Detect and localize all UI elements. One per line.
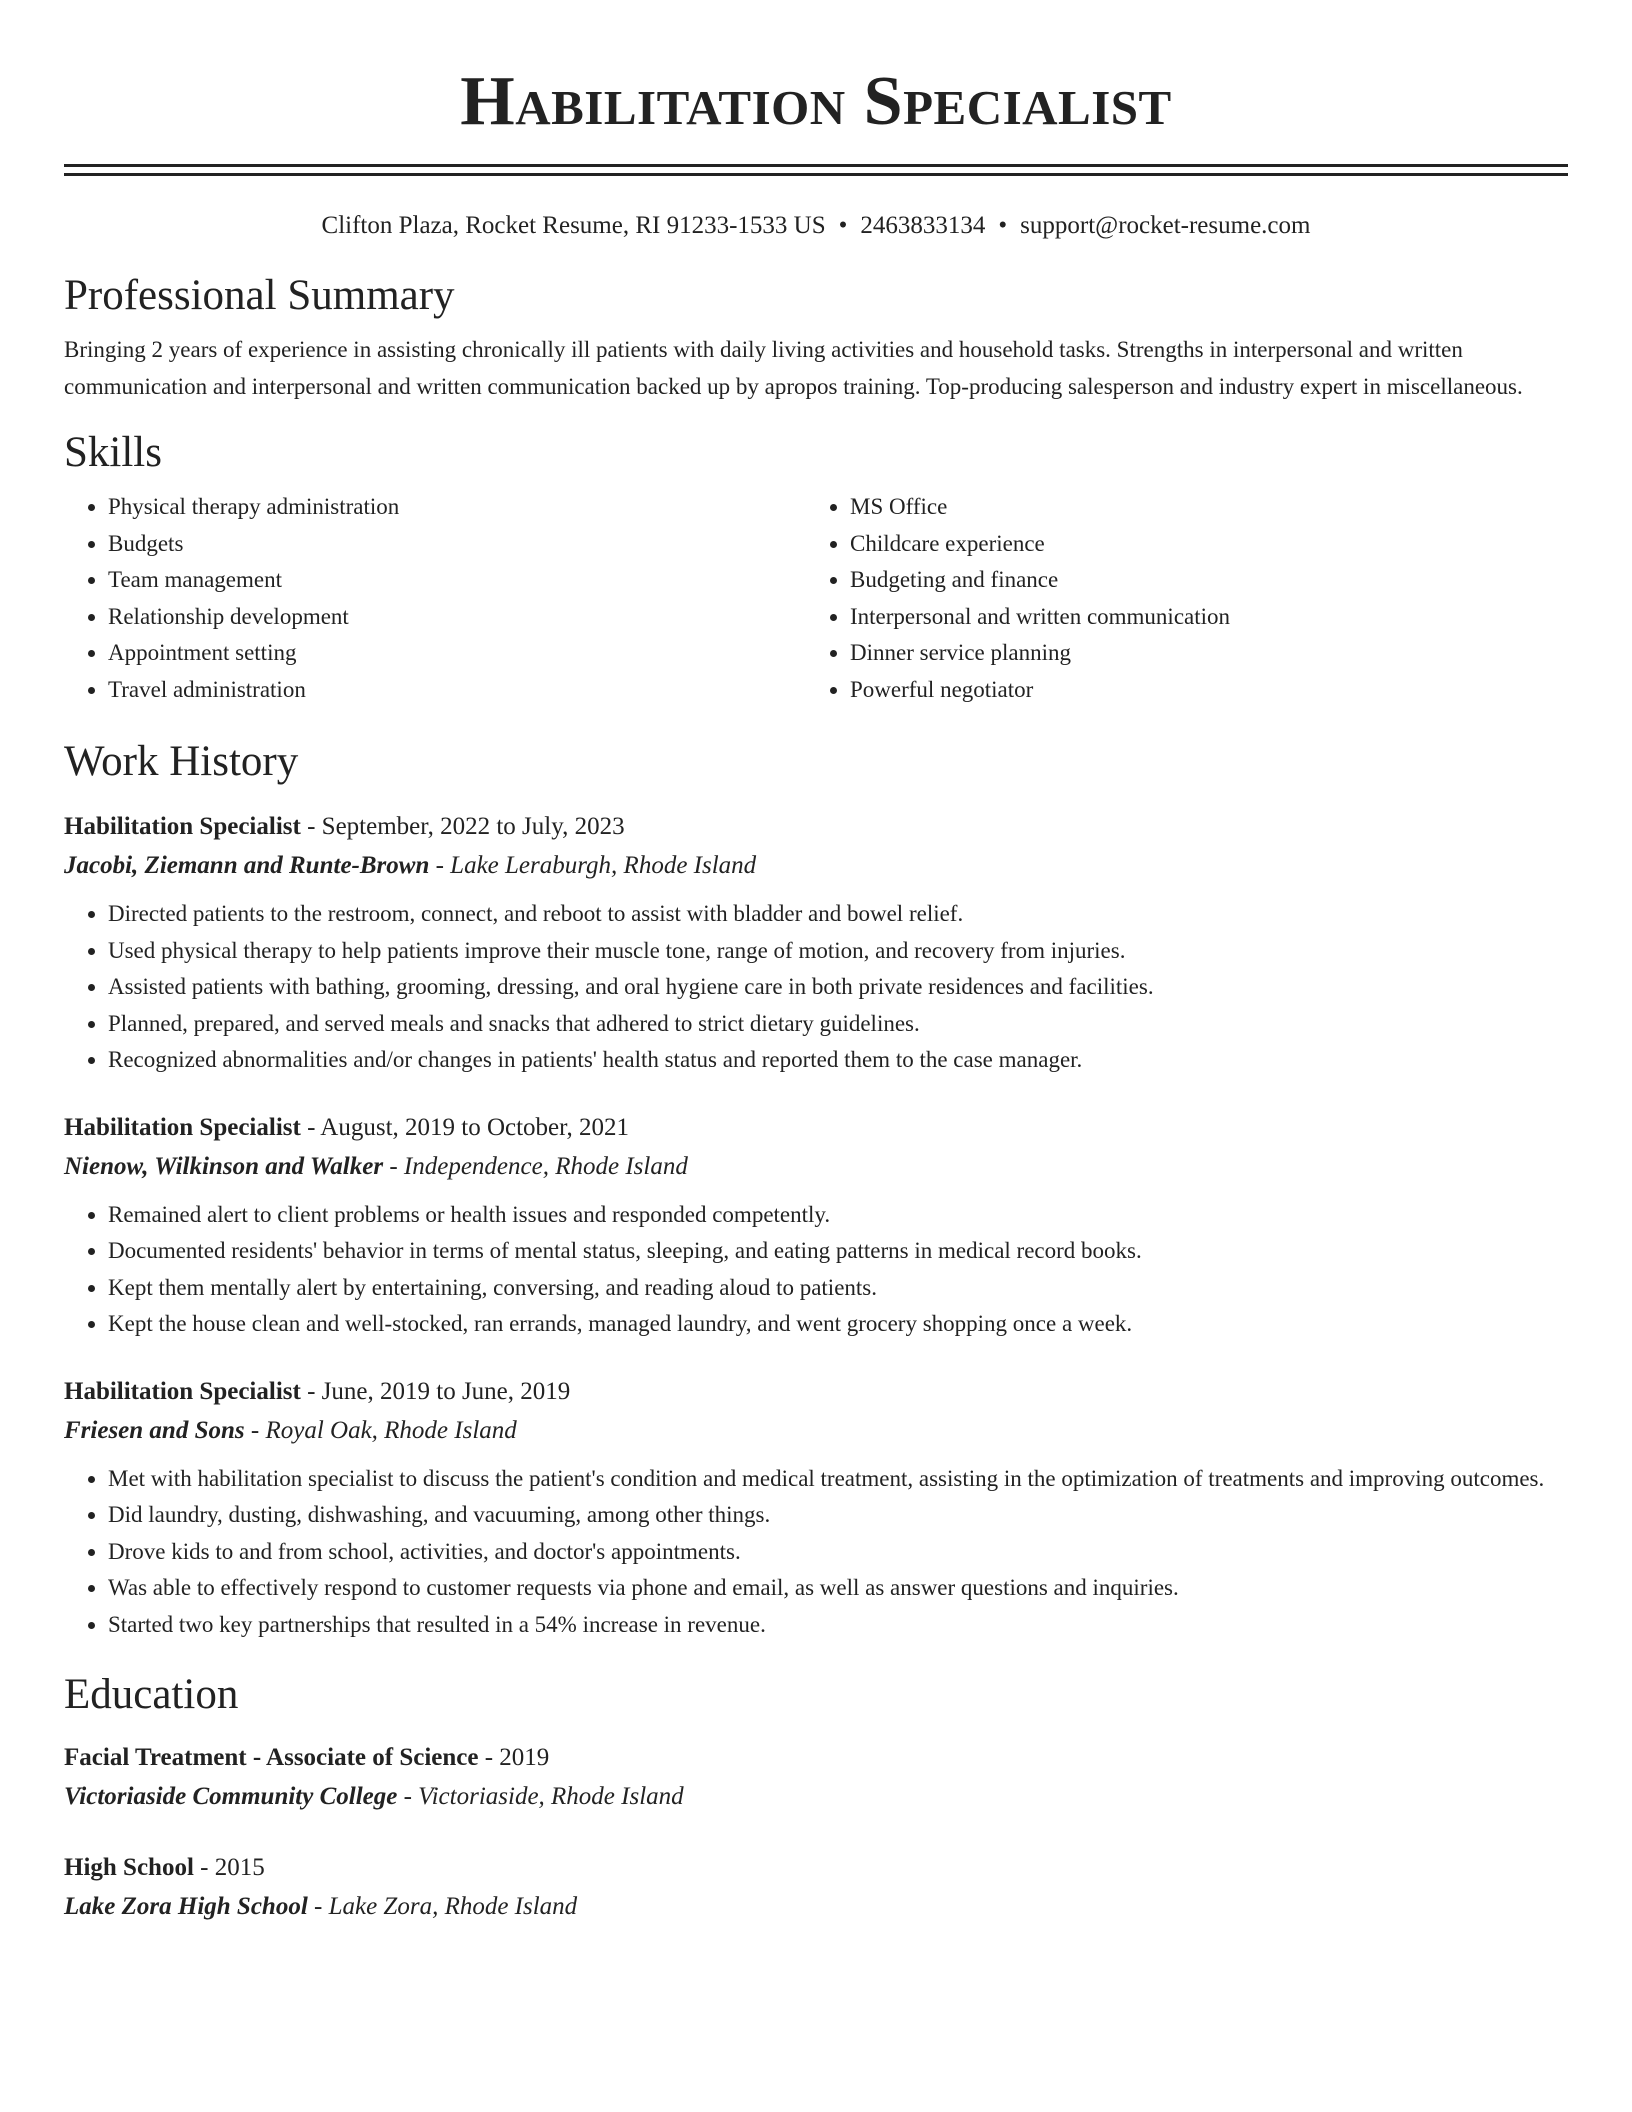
skill-item: • Travel administration <box>108 672 806 709</box>
contact-separator: • <box>998 212 1008 239</box>
skills-grid <box>64 489 1568 708</box>
summary-text: Bringing 2 years of experience in assisting chronically ill patients with daily living activities and household tasks. Strengths in interpersonal and written communication and interpersonal and written communication backed up by apropos training. Top-producing salesperson and industry expert in miscellaneous. <box>64 337 1523 399</box>
job-bullets <box>64 1197 1568 1343</box>
job-bullet: • Was able to effectively respond to customer requests via phone and email, as well as answer questions and inquiries. <box>108 1570 1568 1607</box>
education-school-line <box>64 1777 1568 1817</box>
job-dates: - September, 2022 to July, 2023 <box>300 813 625 840</box>
job-location: - Independence, Rhode Island <box>383 1152 688 1180</box>
job-title-line <box>64 1109 1568 1147</box>
education-heading: Education <box>64 1671 239 1718</box>
job-dates: - June, 2019 to June, 2019 <box>300 1377 571 1405</box>
job-bullets <box>64 896 1568 1079</box>
job-entry <box>64 1109 1568 1343</box>
education-location: - Victoriaside, Rhode Island <box>397 1783 684 1810</box>
job-entry <box>64 1373 1568 1644</box>
education-year: - 2019 <box>478 1744 550 1771</box>
job-company-line <box>64 846 1568 886</box>
skill-item: • Dinner service planning <box>850 635 1548 672</box>
job-bullet: • Planned, prepared, and served meals and snacks that adhered to strict dietary guidelines. <box>108 1006 1568 1043</box>
work-history-heading: Work History <box>64 738 299 785</box>
education-year: - 2015 <box>193 1854 265 1881</box>
contact-email: support@rocket-resume.com <box>1020 212 1311 239</box>
skill-item: • Budgeting and finance <box>850 562 1548 599</box>
skills-column-left <box>64 489 806 708</box>
job-bullets <box>64 1461 1568 1644</box>
skill-item: • Childcare experience <box>850 526 1548 563</box>
skills-column-right <box>806 489 1548 708</box>
skill-item: • Interpersonal and written communication <box>850 599 1548 636</box>
job-bullet: • Kept them mentally alert by entertaining, conversing, and reading aloud to patients. <box>108 1270 1568 1307</box>
candidate-name: Habilitation Specialist <box>460 63 1172 140</box>
job-entry <box>64 808 1568 1079</box>
education-entry <box>64 1849 1568 1927</box>
skill-item: • Appointment setting <box>108 635 806 672</box>
contact-line <box>64 210 1568 242</box>
header-rule-top <box>64 164 1568 167</box>
contact-address: Clifton Plaza, Rocket Resume, RI 91233-1533 US <box>321 212 826 239</box>
job-bullet: • Started two key partnerships that resulted in a 54% increase in revenue. <box>108 1607 1568 1644</box>
summary-heading: Professional Summary <box>64 272 455 319</box>
contact-phone: 2463833134 <box>860 212 986 239</box>
education-degree-line <box>64 1849 1568 1887</box>
skills-heading: Skills <box>64 429 162 476</box>
job-title: Habilitation Specialist <box>64 1113 301 1141</box>
header-rule-bottom <box>64 173 1568 176</box>
job-location: - Royal Oak, Rhode Island <box>244 1416 517 1444</box>
job-company-line <box>64 1411 1568 1451</box>
skill-item: • Team management <box>108 562 806 599</box>
job-location: - Lake Leraburgh, Rhode Island <box>429 852 757 879</box>
education-entry <box>64 1739 1568 1817</box>
skill-item: • Powerful negotiator <box>850 672 1548 709</box>
job-bullet: • Kept the house clean and well-stocked, ran errands, managed laundry, and went grocery shopping once a week. <box>108 1306 1568 1343</box>
job-bullet: • Drove kids to and from school, activities, and doctor's appointments. <box>108 1534 1568 1571</box>
education-location: - Lake Zora, Rhode Island <box>307 1893 578 1920</box>
job-bullet: • Recognized abnormalities and/or changes in patients' health status and reported them to the case manager. <box>108 1042 1568 1079</box>
education-school: Lake Zora High School <box>64 1893 308 1920</box>
job-bullet: • Assisted patients with bathing, grooming, dressing, and oral hygiene care in both private residences and facilities. <box>108 969 1568 1006</box>
job-company: Friesen and Sons <box>64 1416 245 1444</box>
education-degree-line <box>64 1739 1568 1777</box>
job-title: Habilitation Specialist <box>64 813 301 840</box>
job-title-line <box>64 808 1568 846</box>
skill-item: • MS Office <box>850 489 1548 526</box>
education-school-line <box>64 1887 1568 1927</box>
job-title-line <box>64 1373 1568 1411</box>
education-school: Victoriaside Community College <box>64 1783 398 1810</box>
education-degree: High School <box>64 1854 194 1881</box>
job-bullet: • Did laundry, dusting, dishwashing, and vacuuming, among other things. <box>108 1497 1568 1534</box>
job-bullet: • Documented residents' behavior in terms of mental status, sleeping, and eating patterns in medical record books. <box>108 1233 1568 1270</box>
job-company: Nienow, Wilkinson and Walker <box>64 1152 384 1180</box>
skill-item: • Budgets <box>108 526 806 563</box>
skill-item: • Relationship development <box>108 599 806 636</box>
job-dates: - August, 2019 to October, 2021 <box>300 1113 629 1141</box>
job-bullet: • Remained alert to client problems or health issues and responded competently. <box>108 1197 1568 1234</box>
job-bullet: • Used physical therapy to help patients improve their muscle tone, range of motion, and recovery from injuries. <box>108 933 1568 970</box>
skill-item: • Physical therapy administration <box>108 489 806 526</box>
job-company-line <box>64 1147 1568 1187</box>
contact-separator: • <box>838 212 848 239</box>
job-bullet: • Met with habilitation specialist to discuss the patient's condition and medical treatment, assisting in the optimization of treatments and improving outcomes. <box>108 1461 1568 1498</box>
job-title: Habilitation Specialist <box>64 1377 301 1405</box>
job-bullet: • Directed patients to the restroom, connect, and reboot to assist with bladder and bowel relief. <box>108 896 1568 933</box>
job-company: Jacobi, Ziemann and Runte-Brown <box>64 852 430 879</box>
education-degree: Facial Treatment - Associate of Science <box>64 1744 479 1771</box>
